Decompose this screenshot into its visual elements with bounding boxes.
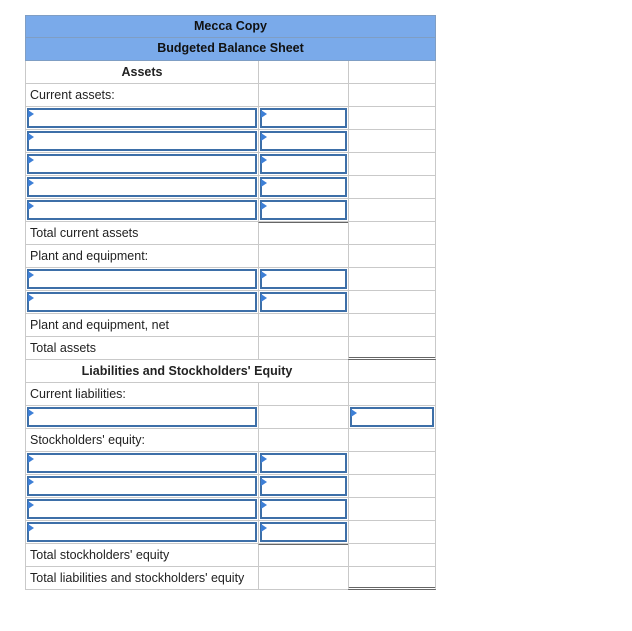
current-liab-name-input[interactable] bbox=[27, 407, 257, 427]
current-asset-row bbox=[25, 153, 436, 176]
total-current-assets-value bbox=[348, 222, 436, 245]
total-liab-se-label: Total liabilities and stockholders' equity bbox=[25, 567, 258, 590]
total-se-label: Total stockholders' equity bbox=[25, 544, 258, 567]
plant-net-value bbox=[348, 314, 436, 337]
assets-heading-row bbox=[25, 61, 436, 84]
plant-label: Plant and equipment: bbox=[25, 245, 258, 268]
current-liab-row bbox=[25, 383, 436, 406]
current-assets-label: Current assets: bbox=[25, 84, 258, 107]
total-liab-se-row bbox=[25, 567, 436, 590]
plant-item-amount-input[interactable] bbox=[260, 269, 347, 289]
se-item-name-input[interactable] bbox=[27, 522, 257, 542]
liab-heading: Liabilities and Stockholders' Equity bbox=[25, 360, 348, 383]
plant-item-row bbox=[25, 291, 436, 314]
assets-heading: Assets bbox=[25, 61, 258, 84]
se-item-amount-input[interactable] bbox=[260, 453, 347, 473]
sheet-title: Budgeted Balance Sheet bbox=[25, 38, 436, 61]
total-liab-se-value bbox=[348, 567, 436, 590]
se-label: Stockholders' equity: bbox=[25, 429, 258, 452]
plant-net-row bbox=[25, 314, 436, 337]
current-asset-amount-input[interactable] bbox=[260, 108, 347, 128]
liab-heading-row bbox=[25, 360, 436, 383]
current-assets-row bbox=[25, 84, 436, 107]
company-name: Mecca Copy bbox=[25, 15, 436, 38]
se-item-row bbox=[25, 475, 436, 498]
se-item-name-input[interactable] bbox=[27, 453, 257, 473]
se-item-amount-input[interactable] bbox=[260, 476, 347, 496]
total-se-value bbox=[348, 544, 436, 567]
current-asset-name-input[interactable] bbox=[27, 131, 257, 151]
se-item-amount-input[interactable] bbox=[260, 499, 347, 519]
current-asset-row bbox=[25, 130, 436, 153]
balance-sheet-table bbox=[25, 15, 436, 590]
current-liab-label: Current liabilities: bbox=[25, 383, 258, 406]
current-asset-amount-input[interactable] bbox=[260, 131, 347, 151]
current-asset-row bbox=[25, 199, 436, 222]
current-asset-name-input[interactable] bbox=[27, 108, 257, 128]
current-asset-amount-input[interactable] bbox=[260, 154, 347, 174]
plant-item-name-input[interactable] bbox=[27, 269, 257, 289]
se-item-row bbox=[25, 498, 436, 521]
current-asset-row bbox=[25, 176, 436, 199]
se-item-row bbox=[25, 521, 436, 544]
plant-row bbox=[25, 245, 436, 268]
plant-item-amount-input[interactable] bbox=[260, 292, 347, 312]
plant-net-label: Plant and equipment, net bbox=[25, 314, 258, 337]
total-assets-label: Total assets bbox=[25, 337, 258, 360]
se-item-name-input[interactable] bbox=[27, 499, 257, 519]
total-assets-row bbox=[25, 337, 436, 360]
total-current-assets-label: Total current assets bbox=[25, 222, 258, 245]
current-asset-amount-input[interactable] bbox=[260, 200, 347, 220]
total-current-assets-row bbox=[25, 222, 436, 245]
current-asset-amount-input[interactable] bbox=[260, 177, 347, 197]
current-liab-amount-input[interactable] bbox=[350, 407, 434, 427]
se-item-amount-input[interactable] bbox=[260, 522, 347, 542]
se-item-row bbox=[25, 452, 436, 475]
plant-item-name-input[interactable] bbox=[27, 292, 257, 312]
se-row bbox=[25, 429, 436, 452]
current-asset-name-input[interactable] bbox=[27, 154, 257, 174]
total-se-row bbox=[25, 544, 436, 567]
current-asset-row bbox=[25, 107, 436, 130]
plant-item-row bbox=[25, 268, 436, 291]
current-asset-name-input[interactable] bbox=[27, 200, 257, 220]
se-item-name-input[interactable] bbox=[27, 476, 257, 496]
total-assets-value bbox=[348, 337, 436, 360]
current-liab-item-row bbox=[25, 406, 436, 429]
current-asset-name-input[interactable] bbox=[27, 177, 257, 197]
